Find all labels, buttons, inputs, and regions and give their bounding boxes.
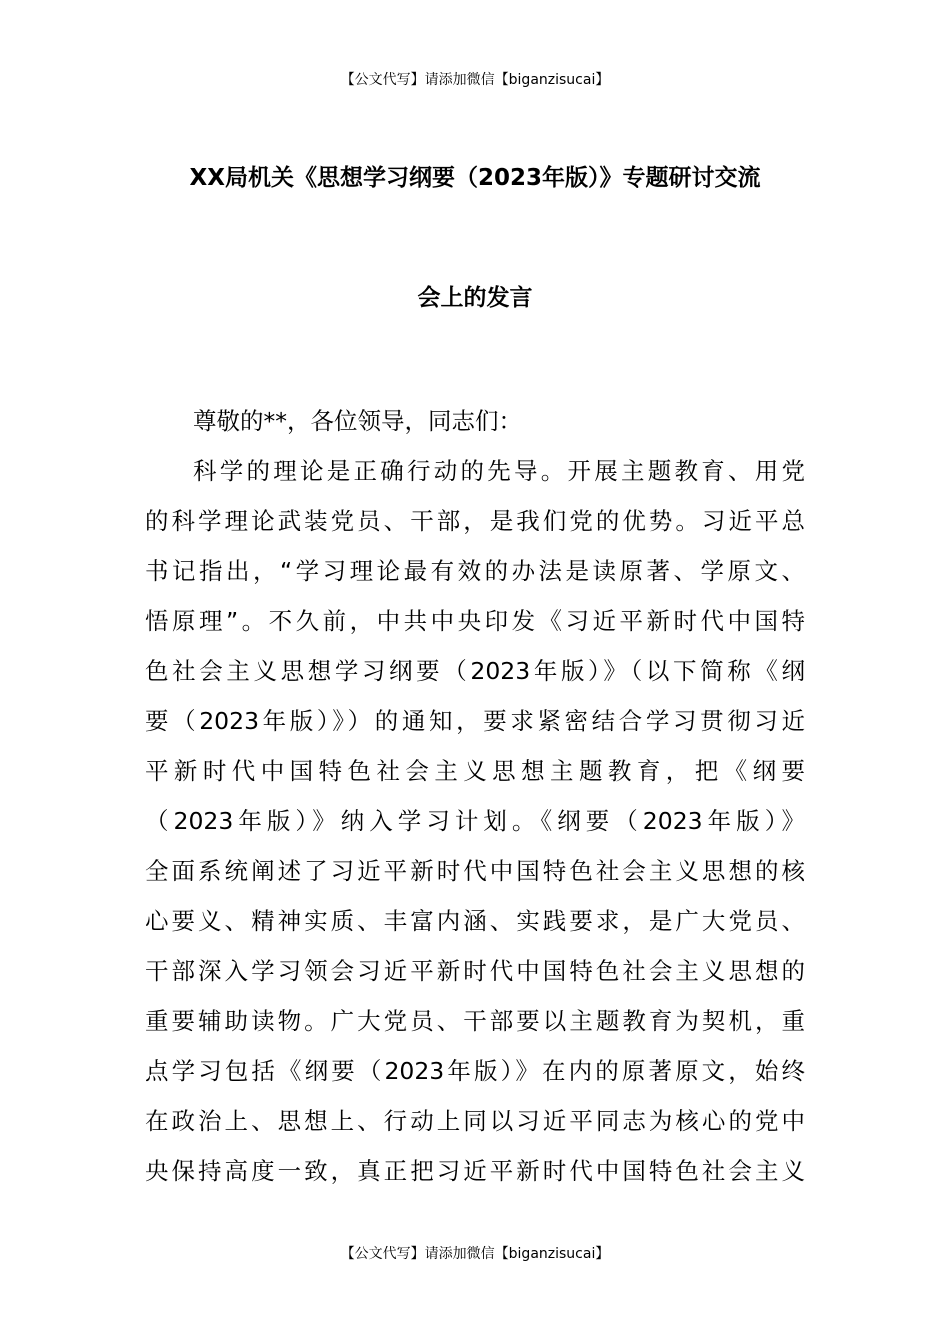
body-line: （2023年版）》纳入学习计划。《纲要（2023年版）》 xyxy=(145,807,805,835)
body-line: 心要义、精神实质、丰富内涵、实践要求，是广大党员、 xyxy=(145,907,805,935)
body-line: 点学习包括《纲要（2023年版）》在内的原著原文，始终 xyxy=(145,1057,805,1085)
body-line: 科学的理论是正确行动的先导。开展主题教育、用党 xyxy=(193,457,805,485)
page-footer: 【公文代写】请添加微信【biganzisucai】 xyxy=(340,1246,610,1262)
title-line-2: 会上的发言 xyxy=(417,285,533,311)
body-line: 悟原理”。不久前，中共中央印发《习近平新时代中国特 xyxy=(145,607,805,635)
body-line: 重要辅助读物。广大党员、干部要以主题教育为契机，重 xyxy=(145,1007,805,1035)
body-line: 干部深入学习领会习近平新时代中国特色社会主义思想的 xyxy=(145,957,805,985)
title-line-1: XX局机关《思想学习纲要（2023年版）》专题研讨交流 xyxy=(189,165,761,191)
body-line: 色社会主义思想学习纲要（2023年版）》（以下简称《纲 xyxy=(145,657,805,685)
salutation: 尊敬的**，各位领导，同志们： xyxy=(193,407,522,435)
body-line: 书记指出，“学习理论最有效的办法是读原著、学原文、 xyxy=(145,557,805,585)
body-line: 的科学理论武装党员、干部，是我们党的优势。习近平总 xyxy=(145,507,805,535)
body-line: 全面系统阐述了习近平新时代中国特色社会主义思想的核 xyxy=(145,857,805,885)
page-header: 【公文代写】请添加微信【biganzisucai】 xyxy=(340,72,610,88)
body-line: 在政治上、思想上、行动上同以习近平同志为核心的党中 xyxy=(145,1107,805,1135)
body-line: 平新时代中国特色社会主义思想主题教育，把《纲要 xyxy=(145,757,805,785)
body-line: 要（2023年版）》）的通知，要求紧密结合学习贯彻习近 xyxy=(145,707,805,735)
body-line: 央保持高度一致，真正把习近平新时代中国特色社会主义 xyxy=(145,1157,805,1185)
